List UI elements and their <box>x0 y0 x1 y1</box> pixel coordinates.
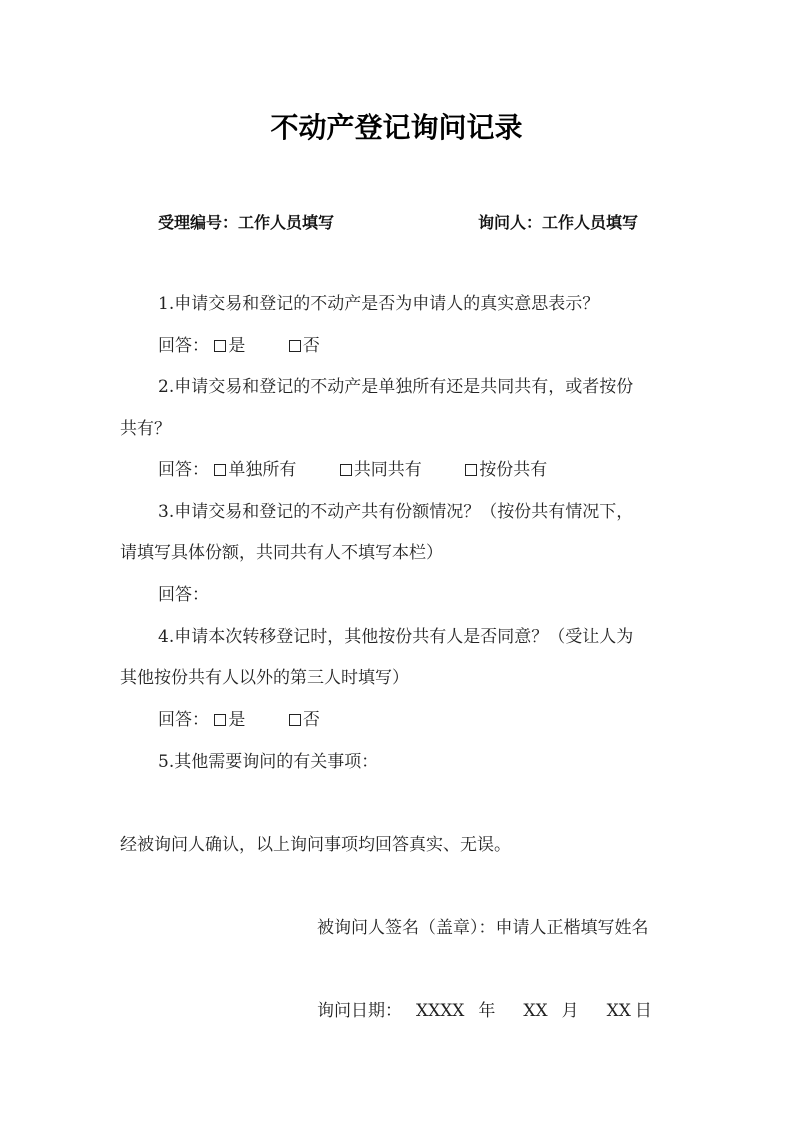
document-title: 不动产登记询问记录 <box>270 111 523 144</box>
date-year-unit: 年 <box>478 1001 496 1021</box>
answer-label: 回答： <box>158 585 209 605</box>
checkbox-icon[interactable] <box>465 464 477 476</box>
question-number: 5. <box>158 752 175 772</box>
signature-value[interactable]: 申请人正楷填写姓名 <box>495 918 649 938</box>
option-sole-ownership[interactable] <box>214 459 296 481</box>
option-label: 否 <box>302 336 320 356</box>
question-3-continued: 请填写具体份额，共同共有人不填写本栏） <box>120 543 443 563</box>
date-label: 询问日期： <box>317 1001 402 1021</box>
answer-3 <box>158 584 209 606</box>
option-no[interactable] <box>289 709 320 731</box>
answer-label: 回答： <box>158 710 209 730</box>
question-5 <box>158 751 378 773</box>
date-day[interactable]: XX <box>606 1001 631 1021</box>
checkbox-icon[interactable] <box>289 714 301 726</box>
confirmation-statement: 经被询问人确认，以上询问事项均回答真实、无误。 <box>120 835 511 855</box>
checkbox-icon[interactable] <box>214 464 226 476</box>
question-text: 其他需要询问的有关事项： <box>174 752 379 772</box>
date-year[interactable]: XXXX <box>416 1001 465 1021</box>
answer-2 <box>158 459 547 481</box>
option-label: 是 <box>228 336 246 356</box>
option-joint-ownership[interactable] <box>340 459 422 481</box>
checkbox-icon[interactable] <box>340 464 352 476</box>
question-number: 4. <box>158 627 175 647</box>
date-month[interactable]: XX <box>523 1001 548 1021</box>
inquiry-date <box>317 1000 652 1022</box>
question-3 <box>158 501 633 523</box>
answer-1 <box>158 335 320 357</box>
checkbox-icon[interactable] <box>214 340 226 352</box>
question-text: 申请交易和登记的不动产是否为申请人的真实意思表示？ <box>174 294 600 314</box>
option-yes[interactable] <box>214 335 245 357</box>
question-number: 1. <box>158 294 175 314</box>
checkbox-icon[interactable] <box>214 714 226 726</box>
date-month-unit: 月 <box>561 1001 579 1021</box>
option-label: 按份共有 <box>479 460 548 480</box>
question-4 <box>158 626 633 648</box>
signature-label: 被询问人签名（盖章）： <box>317 918 496 938</box>
option-shared-ownership[interactable] <box>465 459 547 481</box>
date-day-unit: 日 <box>634 1001 652 1021</box>
inquirer-value[interactable]: 工作人员填写 <box>542 213 639 232</box>
option-label: 否 <box>302 710 320 730</box>
question-text: 申请交易和登记的不动产是单独所有还是共同共有，或者按份 <box>174 377 634 397</box>
option-no[interactable] <box>289 335 320 357</box>
question-number: 2. <box>158 377 175 397</box>
option-label: 单独所有 <box>228 460 297 480</box>
inquirer <box>478 210 638 233</box>
question-2 <box>158 376 633 398</box>
answer-label: 回答： <box>158 336 209 356</box>
question-number: 3. <box>158 502 175 522</box>
question-text: 申请交易和登记的不动产共有份额情况？（按份共有情况下， <box>174 502 634 522</box>
question-1 <box>158 293 599 315</box>
checkbox-icon[interactable] <box>289 340 301 352</box>
question-4-continued: 其他按份共有人以外的第三人时填写） <box>120 668 409 688</box>
option-yes[interactable] <box>214 709 245 731</box>
option-label: 是 <box>228 710 246 730</box>
answer-label: 回答： <box>158 460 209 480</box>
signature-line <box>317 917 649 939</box>
acceptance-number <box>158 210 334 233</box>
question-2-continued: 共有？ <box>120 419 171 439</box>
acceptance-number-label: 受理编号： <box>158 213 239 232</box>
acceptance-number-value[interactable]: 工作人员填写 <box>238 213 335 232</box>
answer-4 <box>158 709 320 731</box>
inquirer-label: 询问人： <box>478 213 543 232</box>
question-text: 申请本次转移登记时，其他按份共有人是否同意？（受让人为 <box>174 627 634 647</box>
option-label: 共同共有 <box>353 460 422 480</box>
